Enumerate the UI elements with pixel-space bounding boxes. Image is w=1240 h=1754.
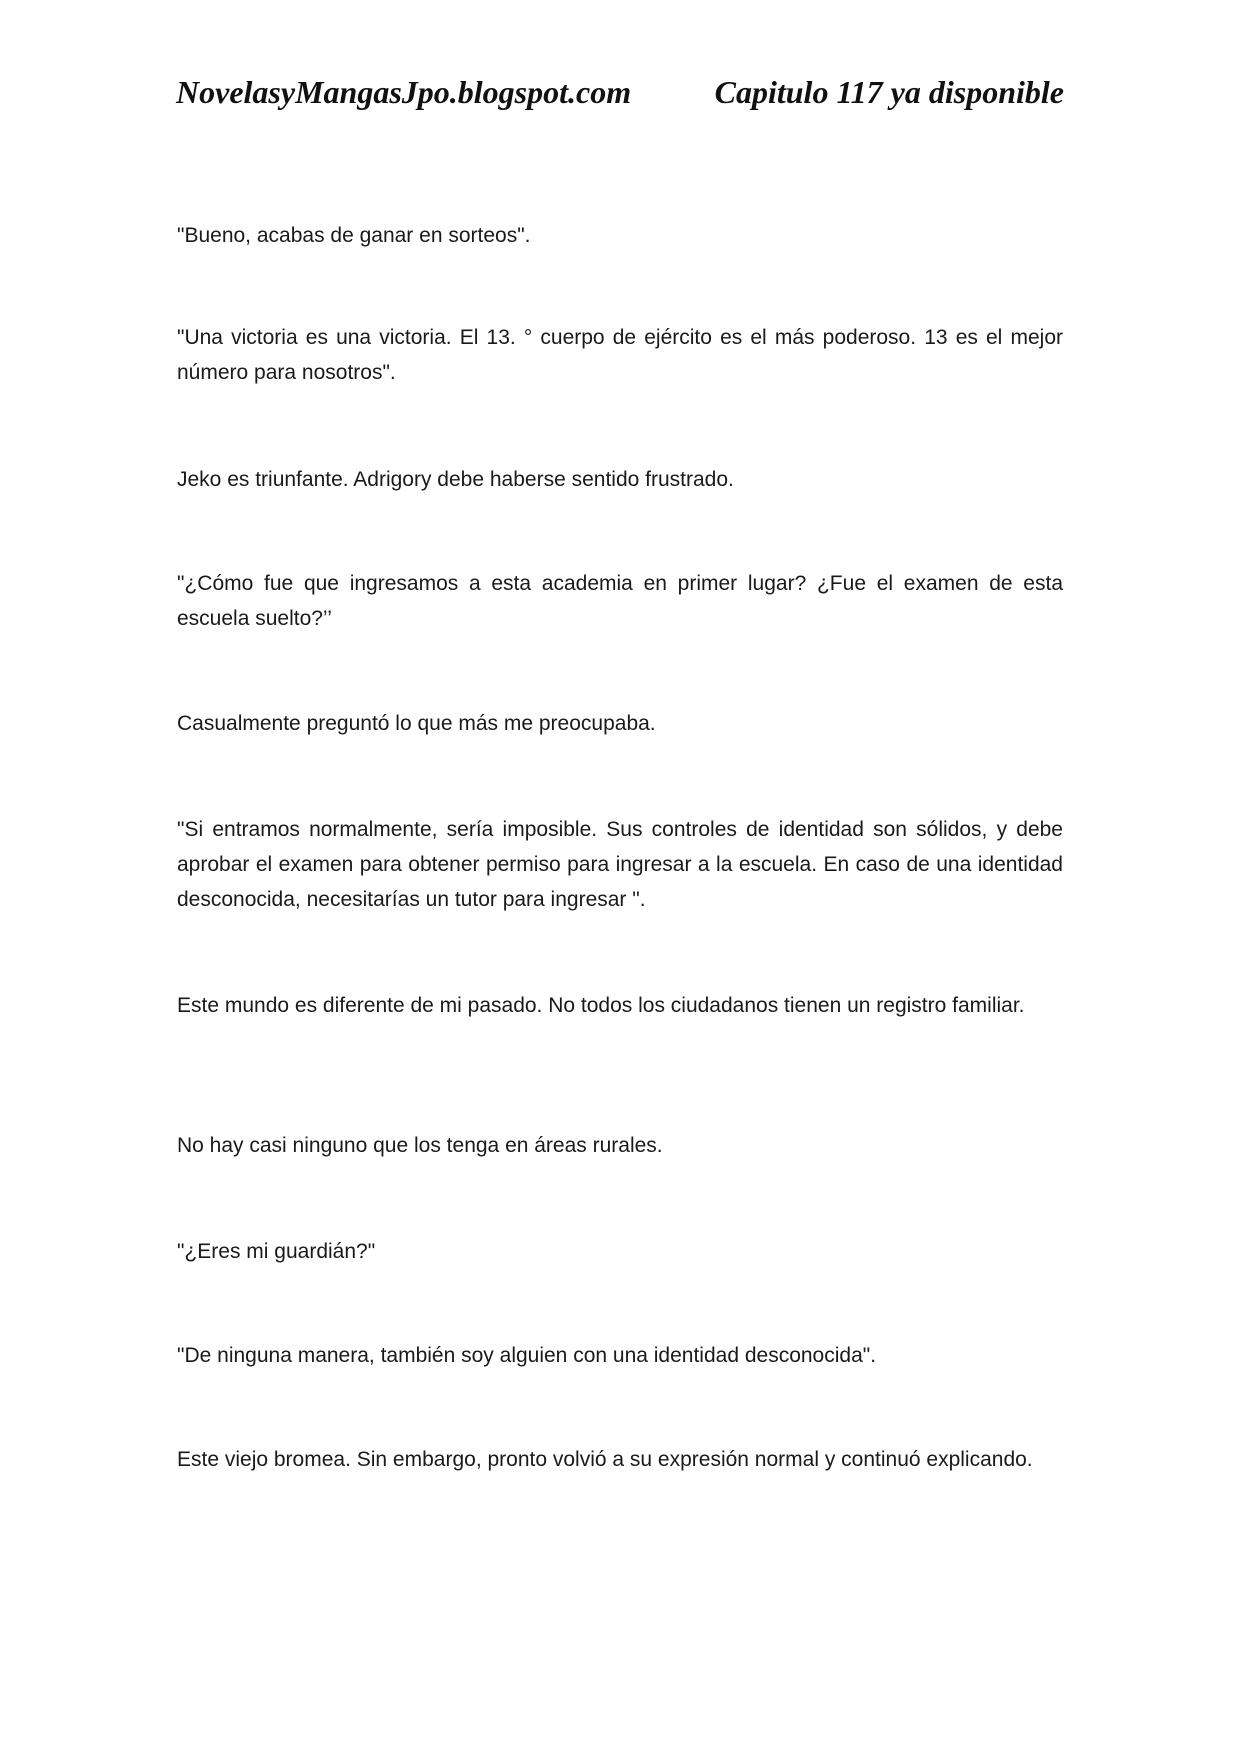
paragraph: "¿Cómo fue que ingresamos a esta academia en primer lugar? ¿Fue el examen de esta escuela suelto?’’ xyxy=(177,572,1063,630)
paragraph: No hay casi ninguno que los tenga en áreas rurales. xyxy=(177,1134,663,1157)
site-name: NovelasyMangasJpo.blogspot.com xyxy=(176,74,632,110)
paragraph: "Bueno, acabas de ganar en sorteos". xyxy=(177,224,531,247)
paragraph: "¿Eres mi guardián?" xyxy=(177,1240,376,1263)
paragraph: Este viejo bromea. Sin embargo, pronto volvió a su expresión normal y continuó explicando. xyxy=(177,1448,1033,1471)
paragraph: Este mundo es diferente de mi pasado. No todos los ciudadanos tienen un registro familiar. xyxy=(177,994,1025,1017)
page-header xyxy=(176,74,1064,111)
chapter-notice: Capitulo 117 ya disponible xyxy=(714,74,1064,110)
paragraph: "De ninguna manera, también soy alguien con una identidad desconocida". xyxy=(177,1344,877,1367)
paragraph: Jeko es triunfante. Adrigory debe haberse sentido frustrado. xyxy=(177,468,734,491)
paragraph: "Si entramos normalmente, sería imposible. Sus controles de identidad son sólidos, y debe aprobar el examen para obtener permiso para ingresar a la escuela. En caso de una identidad desconocida, necesitarías un tutor para ingresar ". xyxy=(177,818,1063,911)
paragraph: "Una victoria es una victoria. El 13. ° cuerpo de ejército es el más poderoso. 13 es el mejor número para nosotros". xyxy=(177,326,1063,384)
paragraph: Casualmente preguntó lo que más me preocupaba. xyxy=(177,712,656,735)
